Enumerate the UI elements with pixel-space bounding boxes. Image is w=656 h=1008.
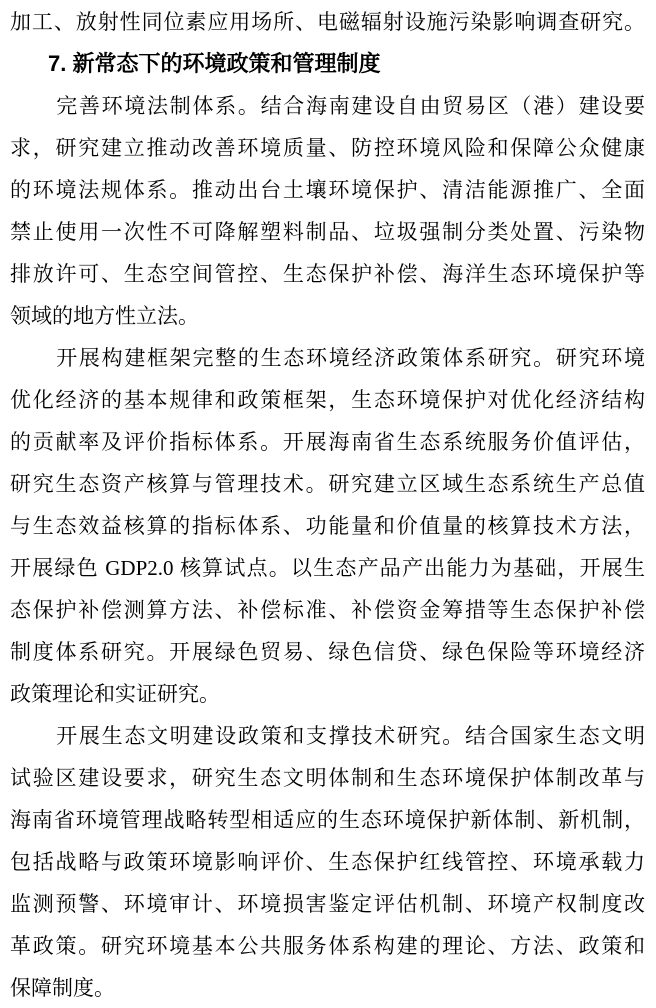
- text-line: 包括战略与政策环境影响评价、生态保护红线管控、环境承载力: [10, 850, 645, 874]
- text-line: 试验区建设要求，研究生态文明体制和生态环境保护体制改革与: [10, 766, 645, 790]
- section-heading-7: 7. 新常态下的环境政策和管理制度: [48, 51, 381, 76]
- text-line: 制度体系研究。开展绿色贸易、绿色信贷、绿色保险等环境经济: [10, 640, 645, 664]
- text-line: 排放许可、生态空间管控、生态保护补偿、海洋生态环境保护等: [10, 262, 645, 286]
- text-line: 研究生态资产核算与管理技术。研究建立区域生态系统生产总值: [10, 472, 645, 496]
- document-content: [10, 1, 645, 1008]
- text-line: 禁止使用一次性不可降解塑料制品、垃圾强制分类处置、污染物: [10, 220, 645, 244]
- text-line: 革政策。研究环境基本公共服务体系构建的理论、方法、政策和: [10, 934, 645, 958]
- text-line: 保障制度。: [10, 976, 115, 1000]
- text-line: 开展绿色 GDP2.0 核算试点。以生态产品产出能力为基础，开展生: [10, 556, 645, 580]
- text-line: 加工、放射性同位素应用场所、电磁辐射设施污染影响调查研究。: [10, 10, 645, 34]
- text-line: 开展生态文明建设政策和支撑技术研究。结合国家生态文明: [56, 724, 645, 748]
- text-line: 开展构建框架完整的生态环境经济政策体系研究。研究环境: [56, 346, 645, 370]
- text-line: 领域的地方性立法。: [10, 304, 199, 328]
- text-line: 完善环境法制体系。结合海南建设自由贸易区（港）建设要: [56, 94, 645, 118]
- text-line: 的环境法规体系。推动出台土壤环境保护、清洁能源推广、全面: [10, 178, 645, 202]
- text-line: 海南省环境管理战略转型相适应的生态环境保护新体制、新机制，: [10, 808, 645, 832]
- text-line: 与生态效益核算的指标体系、功能量和价值量的核算技术方法，: [10, 514, 645, 538]
- text-line: 求，研究建立推动改善环境质量、防控环境风险和保障公众健康: [10, 136, 645, 160]
- text-line: 监测预警、环境审计、环境损害鉴定评估机制、环境产权制度改: [10, 892, 645, 916]
- text-line: 态保护补偿测算方法、补偿标准、补偿资金筹措等生态保护补偿: [10, 598, 645, 622]
- text-line: 的贡献率及评价指标体系。开展海南省生态系统服务价值评估，: [10, 430, 645, 454]
- text-line: 政策理论和实证研究。: [10, 682, 220, 706]
- text-line: 优化经济的基本规律和政策框架，生态环境保护对优化经济结构: [10, 388, 645, 412]
